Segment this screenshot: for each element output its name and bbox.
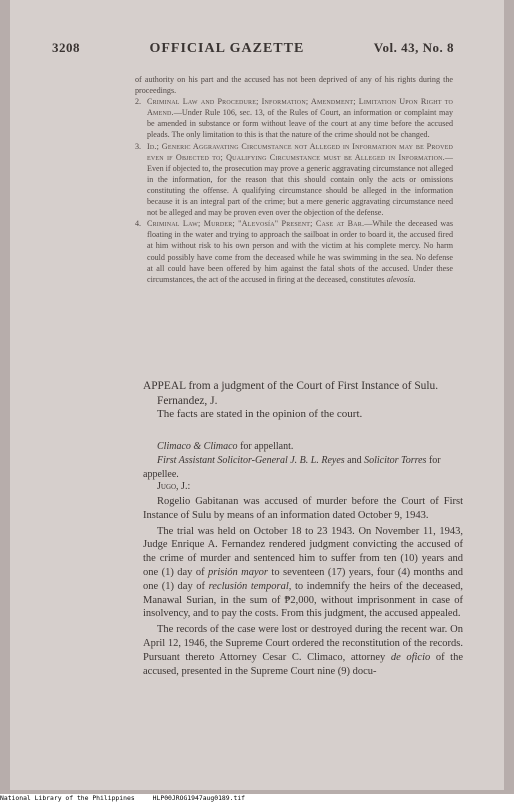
opinion-italic: reclusión temporal, bbox=[208, 580, 292, 592]
appellee-counsel-names: First Assistant Solicitor-General J. B. L. Reyes bbox=[157, 455, 345, 466]
opinion-text: The trial was held on October 18 to 23 1943. On November 11, 1943, Judge Enrique A. Fernandez rendered judgment convicting the accused of the crime of murder and sentenced him to suffer from ten (10) years and one (1) day of bbox=[143, 525, 463, 578]
facts-statement: The facts are stated in the opinion of the court. bbox=[157, 408, 363, 420]
appellee-role: for appellee. bbox=[143, 455, 441, 480]
page-header bbox=[52, 40, 454, 57]
syllabus-item-number: 2. bbox=[135, 97, 142, 107]
appellee-and: and bbox=[344, 455, 365, 466]
opinion-paragraph: Rogelio Gabitanan was accused of murder before the Court of First Instance of Sulu by means of an information dated October 9, 1943. bbox=[143, 496, 463, 521]
scan-filename: HLP00JROG1947aug0189.tif bbox=[152, 794, 246, 802]
syllabus-item-body: —Under Rule 106, sec. 13, of the Rules of Court, an information or complaint may be amended in substance or form without leave of the court at any time before the accused pleads. The only limitation to this is that the nature of the crime should not be changed. bbox=[147, 108, 453, 140]
syllabus-item-number: 4. bbox=[135, 219, 142, 229]
appellee-counsel-names-2: Solicitor Torres bbox=[364, 455, 427, 466]
page-number: 3208 bbox=[52, 40, 80, 55]
opinion-body bbox=[143, 495, 463, 680]
opinion-paragraph bbox=[143, 525, 463, 622]
syllabus-item-heading: Criminal Law; Murder; "Alevosía" Present; Case at Bar. bbox=[147, 219, 365, 229]
volume-number: Vol. 43, No. 8 bbox=[373, 40, 454, 55]
publication-title: OFFICIAL GAZETTE bbox=[149, 41, 305, 56]
library-credit: National Library of the Philippines bbox=[0, 794, 135, 802]
opinion-paragraph bbox=[143, 623, 463, 678]
appeal-caption: APPEAL from a judgment of the Court of First Instance of Sulu. Fernandez, J. bbox=[143, 380, 439, 407]
opinion-text: of the accused, presented in the Supreme Court nine (9) docu- bbox=[143, 651, 463, 677]
opinion-text: to indemnify the heirs of the deceased, Manawal Surian, in the sum of ₱2,000, without imprisonment in case of insolvency, and to pay the costs. From this judgment, the accused appealed. bbox=[143, 580, 463, 620]
judge-name: Jugo, J.: bbox=[157, 481, 191, 492]
syllabus-item bbox=[135, 96, 453, 140]
counsel-appellee bbox=[143, 454, 463, 482]
opinion-italic: de oficio bbox=[390, 651, 431, 663]
syllabus-item-number: 3. bbox=[135, 141, 142, 151]
syllabus-item bbox=[135, 141, 453, 219]
counsel-appellant bbox=[143, 440, 463, 454]
syllabus-item-body: —While the deceased was floating in the water and trying to approach the sailboat in order to board it, the accused fired at him without risk to his own person and with the victim at his complete mercy. No harm could possibly have come from the deceased while he was swimming in the sea. No defense at all could have been offered by him against the fatal shots of the accused. Under these circumstances, the act of the accused in firing at the deceased, constitutes bbox=[147, 219, 454, 284]
syllabus-item-body: —Even if objected to, the prosecution may prove a generic aggravating circumstance not alleged in the information, for the reason that this should contain only the acts or omissions constituting the offense. A qualifying circumstance should be alleged in the information because it is an integral part of the crime; but a mere generic aggravating circumstance need not be alleged and may be proven even over the objection of the defense. bbox=[147, 152, 453, 218]
counsel-block bbox=[143, 440, 463, 482]
appellant-counsel-names: Climaco & Climaco bbox=[157, 441, 238, 452]
syllabus-item-heading: Criminal Law and Procedure; Information; Amendment; Limitation Upon Right to Amend. bbox=[147, 97, 453, 118]
opinion-text: The records of the case were lost or destroyed during the recent war. On April 12, 1946, the Supreme Court ordered the reconstitution of the records. Pursuant thereto Attorney Cesar C. Climaco, attorney bbox=[143, 624, 463, 663]
syllabus bbox=[135, 74, 453, 285]
syllabus-intro: of authority on his part and the accused has not been deprived of any of his rights during the proceedings. bbox=[135, 75, 453, 96]
syllabus-item-tail: alevosía. bbox=[386, 274, 416, 284]
syllabus-item-heading: Id.; Generic Aggravating Circumstance not Alleged in Information may be Proved even if Objected to; Qualifying Circumstance must be Alleged in Information. bbox=[147, 141, 453, 162]
appellant-role: for appellant. bbox=[237, 441, 294, 452]
syllabus-item bbox=[135, 218, 453, 285]
opinion-italic: prisión mayor bbox=[207, 566, 268, 578]
opinion-text: to seventeen (17) years, four (4) months and one (1) day of bbox=[143, 566, 463, 592]
scan-footer bbox=[0, 794, 514, 803]
